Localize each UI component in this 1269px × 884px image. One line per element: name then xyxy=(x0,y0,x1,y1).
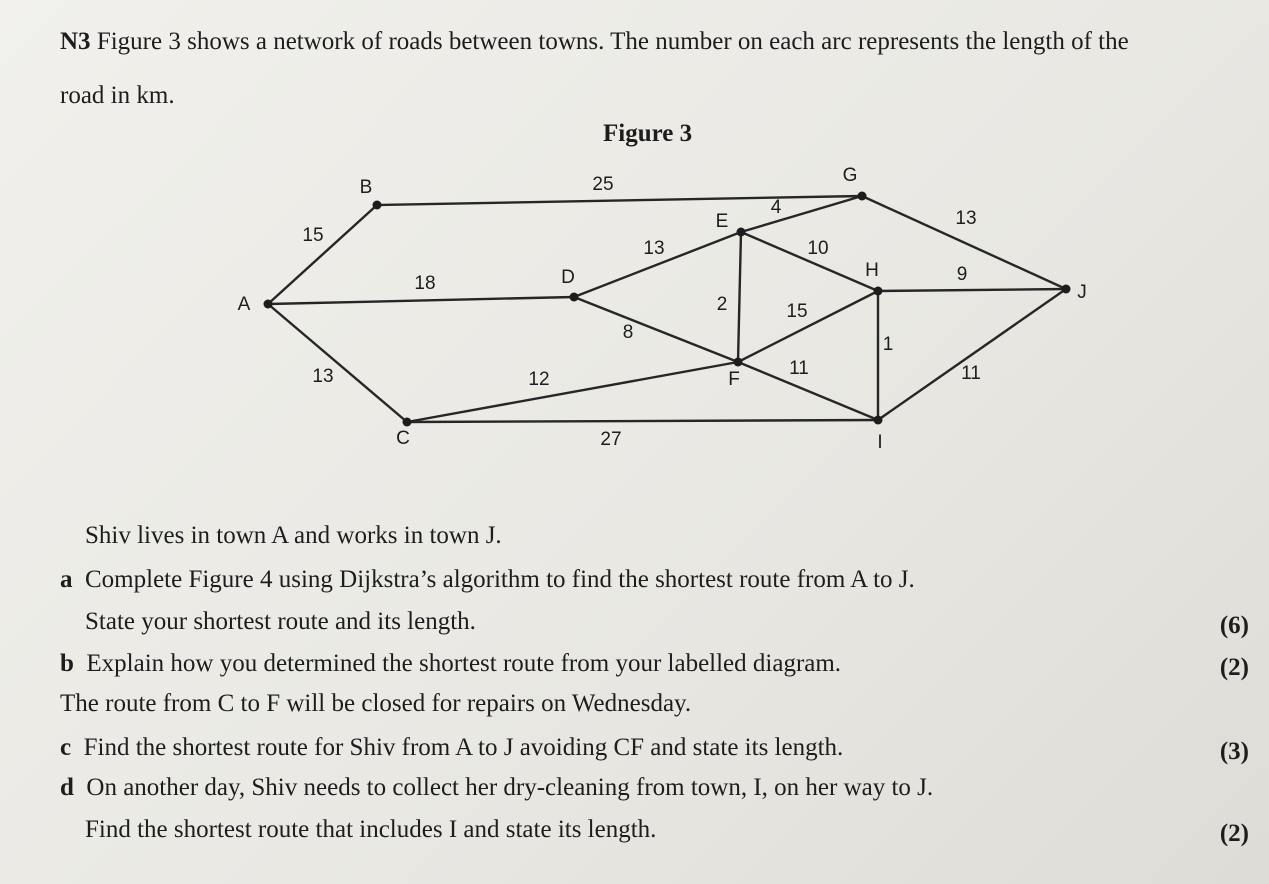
weight-a-c: 13 xyxy=(312,366,334,387)
part-d-text: On another day, Shiv needs to collect her dry-cleaning from town, I, on her way to J. xyxy=(86,774,934,801)
edge-a-c xyxy=(268,304,407,422)
weight-g-j: 13 xyxy=(955,208,977,229)
part-letter-a: a xyxy=(60,566,73,593)
node-j xyxy=(1062,285,1071,294)
part-b-text: Explain how you determined the shortest route from your labelled diagram. xyxy=(86,650,842,677)
node-f xyxy=(734,358,743,367)
part-letter-c: c xyxy=(60,734,72,761)
weight-b-g: 25 xyxy=(592,174,614,195)
intro-line-1: Figure 3 shows a network of roads between towns. The number on each arc represents the length of the xyxy=(96,28,1129,55)
figure-title: Figure 3 xyxy=(603,120,693,147)
node-a xyxy=(264,300,273,309)
weight-a-b: 15 xyxy=(302,225,324,246)
part-a-text: Complete Figure 4 using Dijkstra’s algorithm to find the shortest route from A to J. xyxy=(85,566,915,593)
weight-c-f: 12 xyxy=(528,369,550,390)
part-c-marks: (3) xyxy=(1219,738,1249,765)
edge-i-j xyxy=(878,289,1066,420)
node-h xyxy=(874,287,883,296)
part-a-continuation: State your shortest route and its length. xyxy=(85,608,476,635)
part-a-marks: (6) xyxy=(1219,612,1249,639)
node-label-h: H xyxy=(865,260,879,281)
edge-b-g xyxy=(377,196,862,205)
weight-f-i: 11 xyxy=(789,358,809,379)
cf-closure-text: The route from C to F will be closed for repairs on Wednesday. xyxy=(60,690,692,717)
edge-h-j xyxy=(878,289,1066,291)
part-c-text: Find the shortest route for Shiv from A to J avoiding CF and state its length. xyxy=(83,734,844,761)
edge-e-g xyxy=(741,196,862,232)
edge-d-f xyxy=(574,297,738,362)
weight-e-f: 2 xyxy=(716,294,728,315)
node-label-i: I xyxy=(877,432,883,453)
node-d xyxy=(570,293,579,302)
node-label-j: J xyxy=(1077,282,1087,303)
weight-f-h: 15 xyxy=(786,301,808,322)
edge-c-f xyxy=(407,362,738,422)
part-letter-b: b xyxy=(60,650,74,677)
edge-f-h xyxy=(738,291,878,362)
node-label-d: D xyxy=(561,267,575,288)
weight-d-f: 8 xyxy=(622,322,634,343)
part-d-continuation: Find the shortest route that includes I and state its length. xyxy=(85,816,657,843)
node-label-g: G xyxy=(842,165,858,186)
weight-h-i: 1 xyxy=(882,334,894,355)
weight-i-j: 11 xyxy=(961,363,981,384)
node-label-f: F xyxy=(728,369,740,390)
part-d-marks: (2) xyxy=(1219,820,1249,847)
weight-h-j: 9 xyxy=(956,264,968,285)
node-i xyxy=(874,416,883,425)
question-number: N3 xyxy=(60,28,91,55)
weight-e-h: 10 xyxy=(807,238,829,259)
weight-d-e: 13 xyxy=(643,238,665,259)
context-text: Shiv lives in town A and works in town J. xyxy=(85,522,502,549)
part-c-line xyxy=(60,734,843,762)
edge-e-f xyxy=(738,232,741,362)
intro-line-2: road in km. xyxy=(60,82,175,109)
edge-a-b xyxy=(268,205,377,304)
part-a-line xyxy=(60,566,915,594)
part-letter-d: d xyxy=(60,774,74,801)
node-label-a: A xyxy=(237,294,251,315)
node-c xyxy=(403,418,412,427)
part-b-marks: (2) xyxy=(1219,654,1249,681)
node-e xyxy=(737,228,746,237)
node-label-c: C xyxy=(396,428,410,449)
weight-c-i: 27 xyxy=(600,429,622,450)
weight-a-d: 18 xyxy=(414,273,436,294)
node-b xyxy=(373,201,382,210)
node-label-e: E xyxy=(715,211,729,232)
node-label-b: B xyxy=(359,177,373,198)
node-g xyxy=(858,192,867,201)
weight-e-g: 4 xyxy=(770,197,782,218)
part-d-line xyxy=(60,774,933,802)
edge-c-i xyxy=(407,420,878,422)
edge-a-d xyxy=(268,297,574,304)
part-b-line xyxy=(60,650,841,678)
